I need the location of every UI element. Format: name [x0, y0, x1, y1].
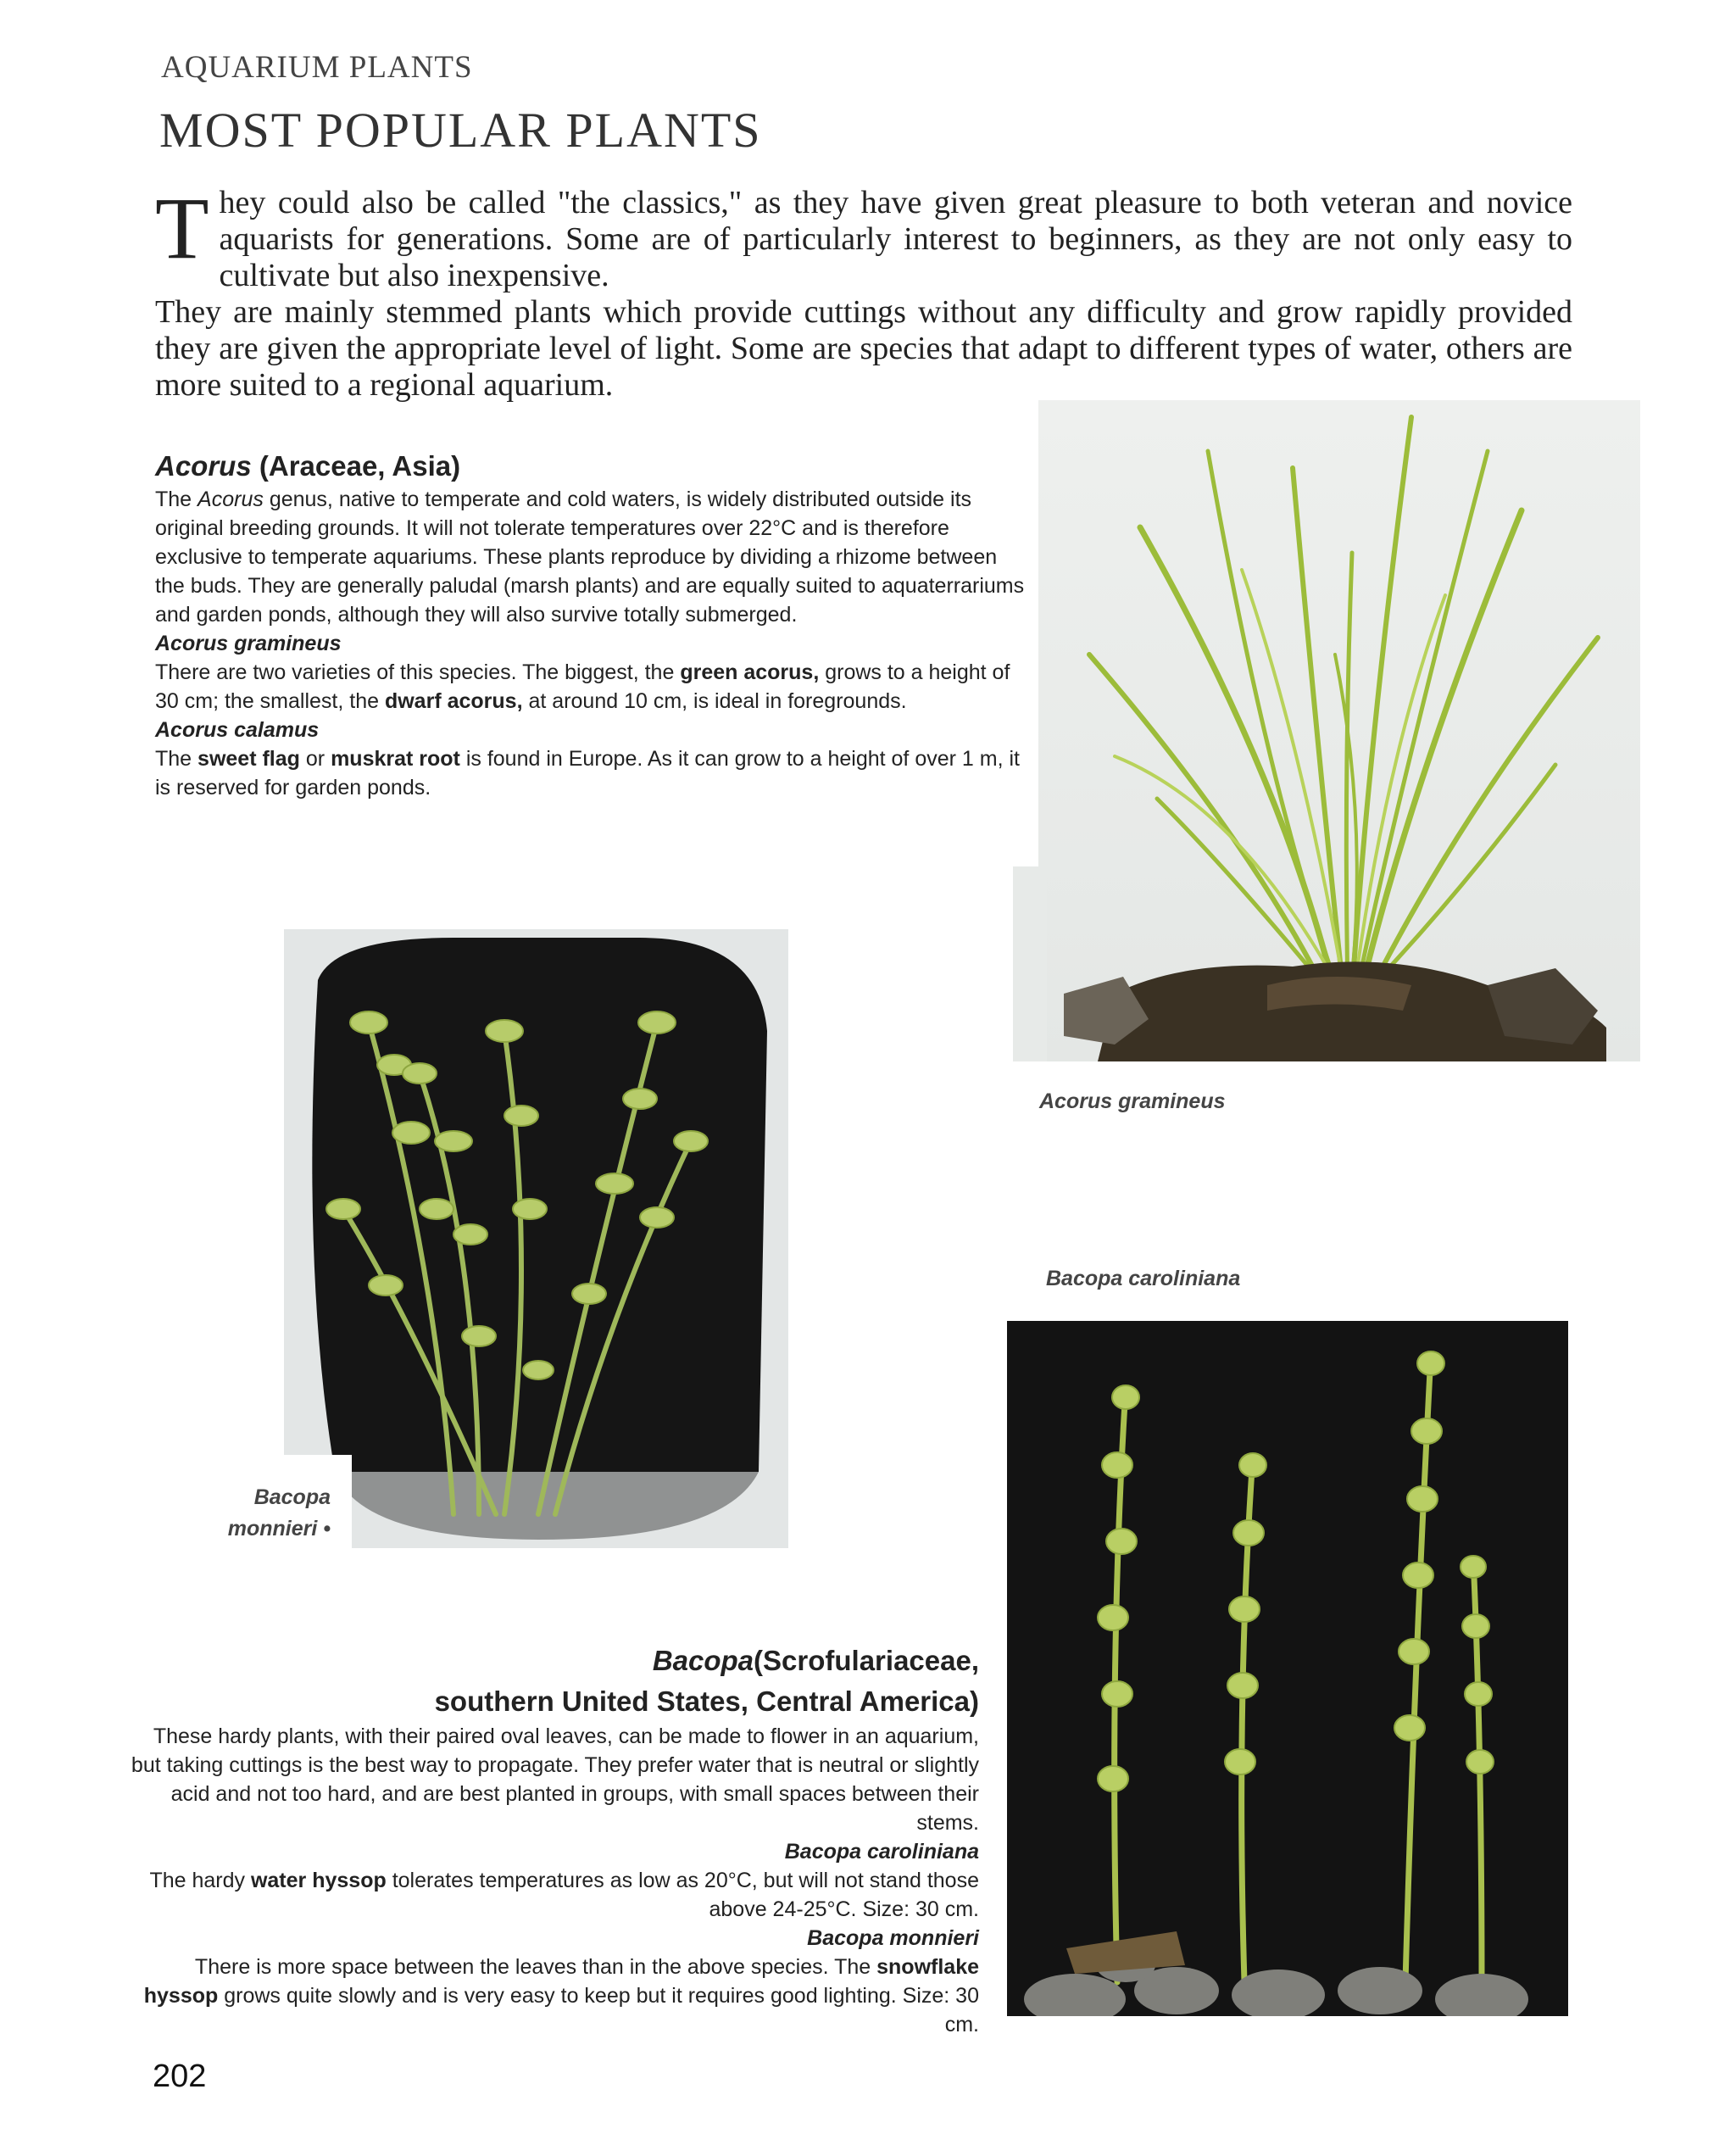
bacopa-heading-line-2: southern United States, Central America)	[434, 1685, 979, 1717]
monnieri-text-1: There is more space between the leaves than in the above species. The	[194, 1955, 871, 1979]
dwarf-acorus-term: dwarf acorus,	[384, 689, 523, 713]
acorus-calamus-text	[155, 744, 1028, 802]
calamus-text-3: is found in Europe. As it can grow to a height of over 1 m, it is reserved for garden ponds.	[155, 747, 1020, 800]
acorus-section	[155, 448, 1028, 802]
acorus-desc-genus: Acorus	[198, 488, 264, 511]
gramineus-text-2: grows to a height of 30 cm; the smallest, the	[155, 660, 1010, 713]
caption-monnieri-line-2: monnieri •	[227, 1517, 331, 1540]
gramineus-text-1: There are two varieties of this species. The biggest, the	[155, 660, 675, 684]
bacopa-caroliniana-text	[127, 1866, 979, 1924]
page-number: 202	[153, 2059, 207, 2094]
muskrat-root-term: muskrat root	[331, 747, 460, 771]
bacopa-genus: Bacopa	[652, 1645, 754, 1676]
snowflake-hyssop-term: snowflake hyssop	[143, 1955, 979, 2008]
acorus-description	[155, 485, 1028, 629]
bacopa-family: (Scrofulariaceae,	[754, 1645, 979, 1676]
acorus-genus: Acorus	[155, 450, 252, 482]
intro-paragraph-1-text: hey could also be called "the classics," as they have given great pleasure to both veteran and novice aquarists for generations. Some are of particularly interest to beginners, as they are not only easy to cultivate but also inexpensive.	[219, 185, 1572, 293]
acorus-desc-rest: genus, native to temperate and cold waters, is widely distributed outside its original breeding grounds. It will not tolerate temperatures over 22°C and is therefore exclusive to temperate aquariums. These plants reproduce by dividing a rhizome between the buds. They are generally paludal (marsh plants) and are equally suited to aquaterrariums and garden ponds, although they will also survive totally submerged.	[155, 488, 1025, 627]
caption-monnieri-line-1: Bacopa	[253, 1485, 331, 1509]
caroliniana-text-1: The hardy	[149, 1869, 245, 1892]
page-title: MOST POPULAR PLANTS	[159, 103, 762, 158]
acorus-calamus-heading: Acorus calamus	[155, 718, 320, 742]
acorus-gramineus-text	[155, 658, 1028, 716]
bacopa-monnieri-text	[127, 1953, 979, 2039]
bacopa-section	[127, 1641, 979, 2039]
section-label: AQUARIUM PLANTS	[161, 50, 473, 85]
bacopa-description: These hardy plants, with their paired oval leaves, can be made to flower in an aquarium, but taking cuttings is the best way to propagate. They prefer water that is neutral or slightly acid and not too hard, and are best planted in groups, with small spaces between their stems.	[131, 1724, 979, 1835]
intro-paragraph-2: They are mainly stemmed plants which provide cuttings without any difficulty and grow rapidly provided they are given the appropriate level of light. Some are species that adapt to different types of water, others are more suited to a regional aquarium.	[155, 294, 1572, 403]
caption-acorus-gramineus: Acorus gramineus	[1039, 1089, 1226, 1113]
acorus-heading	[155, 448, 1028, 485]
bacopa-monnieri-heading: Bacopa monnieri	[807, 1926, 979, 1950]
calamus-text-1: The	[155, 747, 192, 771]
bacopa-caroliniana-photo	[1007, 1321, 1568, 2016]
drop-cap: T	[155, 180, 209, 277]
intro-text	[155, 180, 1572, 404]
caption-bacopa-caroliniana: Bacopa caroliniana	[1046, 1267, 1241, 1290]
bacopa-heading	[127, 1641, 979, 1681]
bacopa-caroliniana-heading: Bacopa caroliniana	[784, 1840, 979, 1864]
gramineus-text-3: at around 10 cm, is ideal in foregrounds.	[528, 689, 907, 713]
water-hyssop-term: water hyssop	[250, 1869, 387, 1892]
sweet-flag-term: sweet flag	[198, 747, 300, 771]
acorus-gramineus-photo	[1013, 400, 1640, 1061]
calamus-text-2: or	[305, 747, 326, 771]
caroliniana-text-2: tolerates temperatures as low as 20°C, but will not stand those above 24-25°C. Size: 30 cm.	[392, 1869, 979, 1921]
acorus-desc-prefix: The	[155, 488, 192, 511]
acorus-gramineus-heading: Acorus gramineus	[155, 632, 342, 655]
caption-bacopa-monnieri	[170, 1482, 331, 1545]
monnieri-text-2: grows quite slowly and is very easy to keep but it requires good lighting. Size: 30 cm.	[224, 1984, 979, 2036]
intro-paragraph-1	[155, 180, 1572, 294]
bacopa-monnieri-photo	[284, 929, 788, 1548]
green-acorus-term: green acorus,	[680, 660, 820, 684]
acorus-family: (Araceae, Asia)	[259, 450, 461, 482]
